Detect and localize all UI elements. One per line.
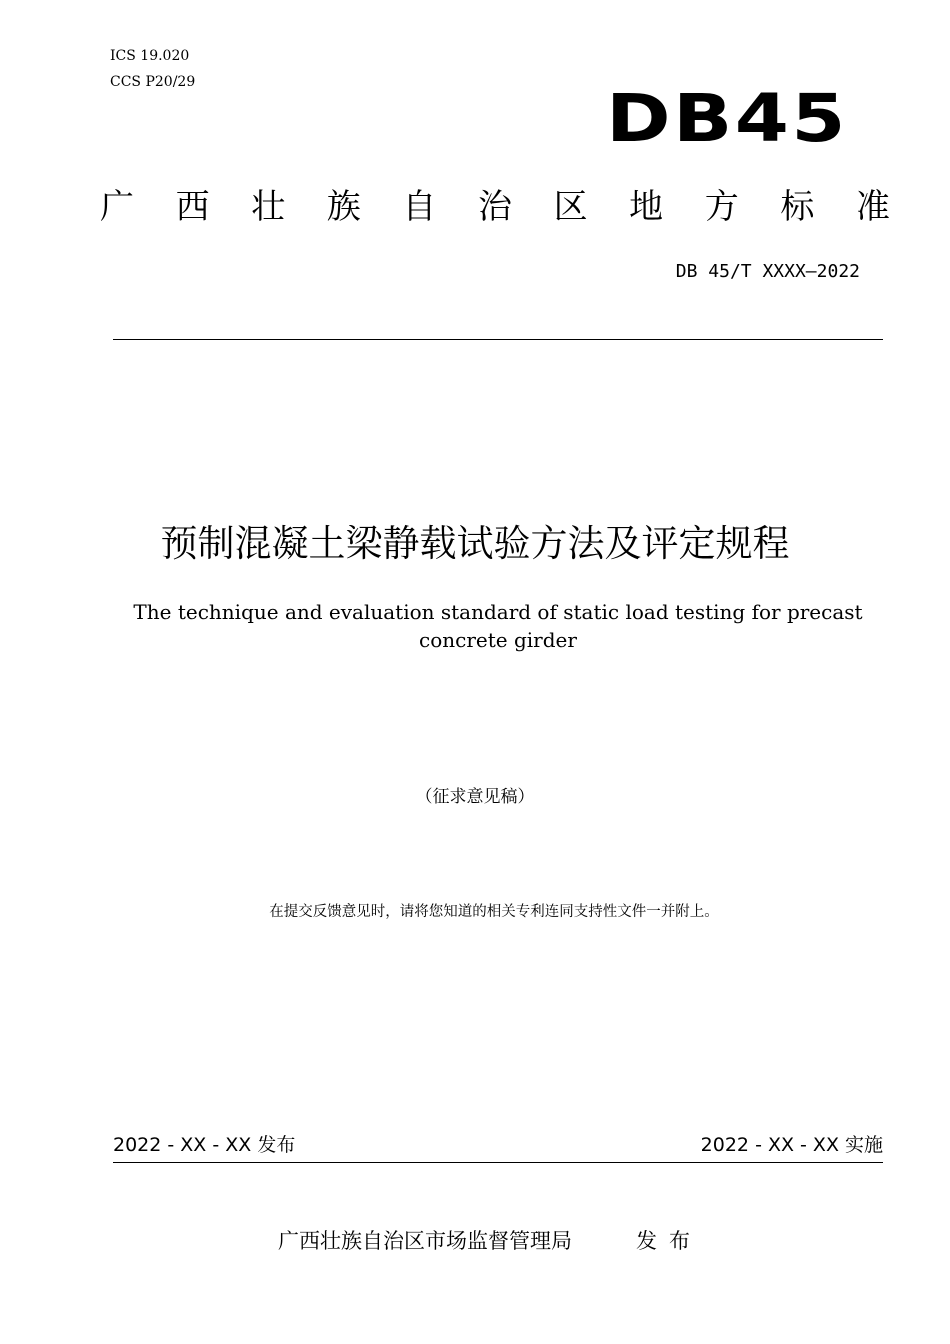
title-english: The technique and evaluation standard of static load testing for precast concrete girder: [133, 600, 863, 652]
standard-type-char: 标: [780, 187, 815, 227]
ics-code: ICS 19.020: [110, 48, 190, 64]
patent-note: 在提交反馈意见时，请将您知道的相关专利连同支持性文件一并附上。: [269, 904, 719, 920]
standard-type-char: 壮: [251, 187, 286, 227]
publish-label: 发布: [636, 1229, 702, 1253]
standard-type-char: 自: [402, 187, 437, 227]
standard-type-char: 治: [477, 187, 512, 227]
standard-number: DB 45/T XXXX—2022: [675, 261, 860, 282]
bottom-divider: [113, 1162, 883, 1163]
standard-type-char: 西: [175, 187, 210, 227]
top-divider: [113, 339, 883, 340]
publisher-name: 广西壮族自治区市场监督管理局: [278, 1229, 572, 1253]
implementation-date: 2022 - XX - XX 实施: [700, 1134, 883, 1156]
ccs-code: CCS P20/29: [110, 74, 196, 90]
standard-type-heading: [100, 184, 890, 230]
db-logo: DB45: [606, 80, 848, 157]
standard-type-char: 广: [100, 187, 134, 227]
standard-type-char: 准: [855, 187, 890, 227]
standard-type-char: 族: [326, 187, 361, 227]
standard-type-char: 地: [629, 187, 664, 227]
draft-label: （征求意见稿）: [415, 787, 535, 807]
issue-date: 2022 - XX - XX 发布: [113, 1134, 296, 1156]
standard-type-char: 方: [704, 187, 739, 227]
standard-type-char: 区: [553, 187, 588, 227]
title-chinese: 预制混凝土梁静载试验方法及评定规程: [160, 522, 790, 565]
